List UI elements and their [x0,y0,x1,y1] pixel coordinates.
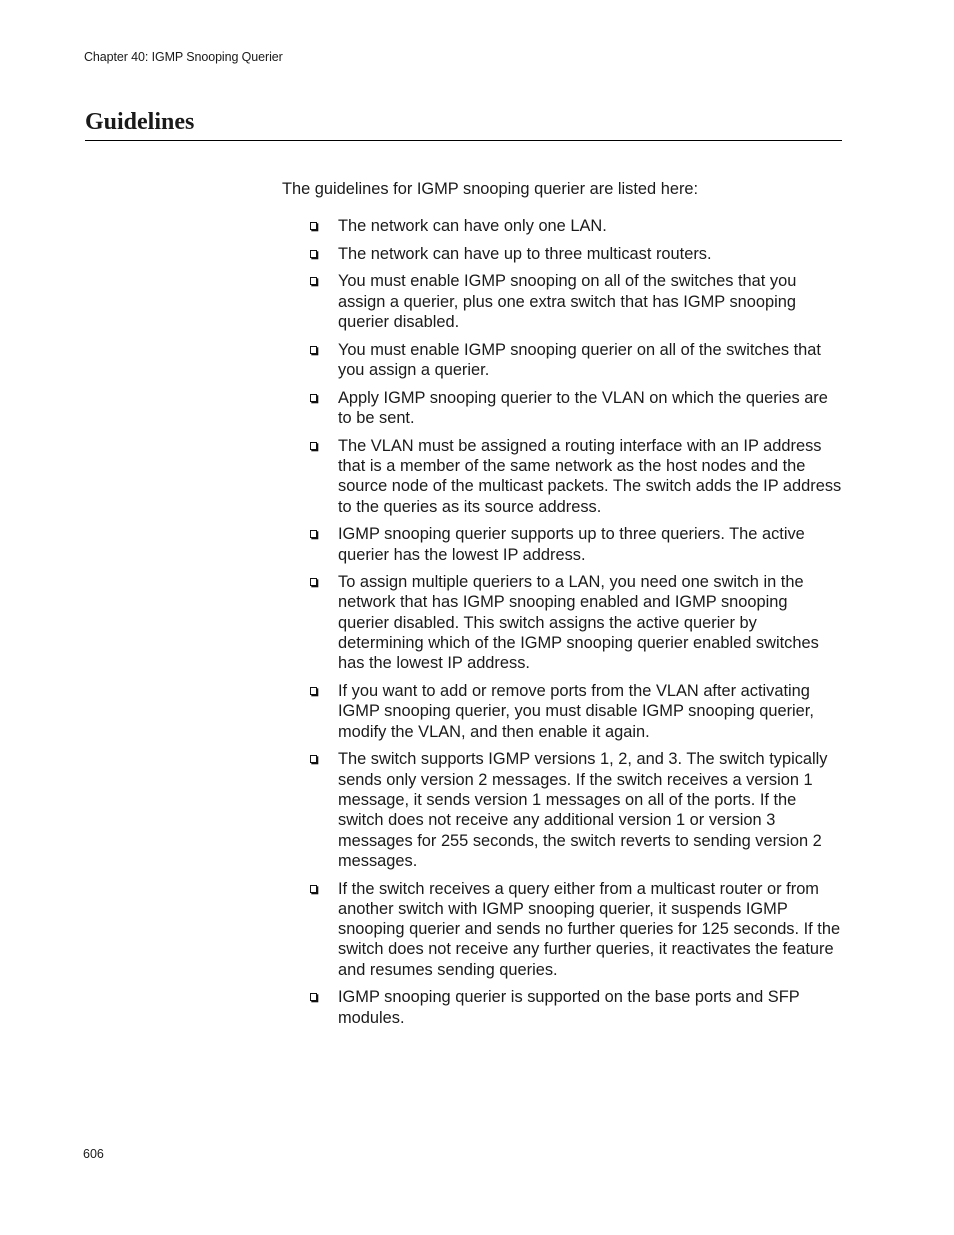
title-rule [85,140,842,141]
list-item [310,271,843,332]
list-item [310,879,843,980]
square-checkbox-icon [310,222,317,230]
guidelines-list [310,216,843,1035]
section-title: Guidelines [85,109,195,135]
list-item-text: The switch supports IGMP versions 1, 2, and 3. The switch typically sends only version 2 messages. If the switch receives a version 1 message, it sends version 1 messages on all of the ports. If the switch does not receive any additional version 1 or version 3 messages for 255 seconds, the switch reverts to sending version 2 messages. [338,750,828,870]
square-checkbox-icon [310,885,317,893]
square-checkbox-icon [310,277,317,285]
square-checkbox-icon [310,755,317,763]
list-item-text: To assign multiple queriers to a LAN, you need one switch in the network that has IGMP snooping enabled and IGMP snooping querier disabled. This switch assigns the active querier by determining which of the IGMP snooping querier enabled switches has the lowest IP address. [338,573,819,673]
square-checkbox-icon [310,394,317,402]
square-checkbox-icon [310,442,317,450]
list-item-text: You must enable IGMP snooping on all of the switches that you assign a querier, plus one extra switch that has IGMP snooping querier disabled. [338,272,797,331]
square-checkbox-icon [310,578,317,586]
list-item [310,388,843,429]
square-checkbox-icon [310,346,317,354]
list-item [310,216,843,236]
list-item [310,681,843,742]
square-checkbox-icon [310,687,317,695]
list-item [310,340,843,381]
list-item [310,987,843,1028]
list-item-text: The network can have up to three multicast routers. [338,244,712,263]
list-item [310,572,843,673]
list-item [310,749,843,871]
page-number: 606 [83,1147,104,1161]
list-item [310,244,843,264]
list-item-text: IGMP snooping querier supports up to three queriers. The active querier has the lowest IP address. [338,525,805,564]
square-checkbox-icon [310,993,317,1001]
list-item-text: The network can have only one LAN. [338,217,607,235]
list-item-text: If the switch receives a query either from a multicast router or from another switch with IGMP snooping querier, it suspends IGMP snooping querier and sends no further queries for 125 seconds. If the switch does not receive any further queries, it reactivates the feature and resumes sending queries. [338,879,841,979]
square-checkbox-icon [310,250,317,258]
square-checkbox-icon [310,530,317,538]
list-item-text: If you want to add or remove ports from the VLAN after activating IGMP snooping querier, you must disable IGMP snooping querier, modify the VLAN, and then enable it again. [338,682,814,741]
list-item-text: The VLAN must be assigned a routing interface with an IP address that is a member of the same network as the host nodes and the source node of the multicast packets. The switch adds the IP address to the queries as its source address. [338,436,842,516]
running-header: Chapter 40: IGMP Snooping Querier [84,50,283,64]
list-item [310,436,843,517]
list-item [310,524,843,565]
intro-paragraph: The guidelines for IGMP snooping querier are listed here: [282,180,699,198]
list-item-text: Apply IGMP snooping querier to the VLAN on which the queries are to be sent. [338,388,828,427]
list-item-text: IGMP snooping querier is supported on the base ports and SFP modules. [338,988,800,1027]
list-item-text: You must enable IGMP snooping querier on all of the switches that you assign a querier. [338,340,821,379]
